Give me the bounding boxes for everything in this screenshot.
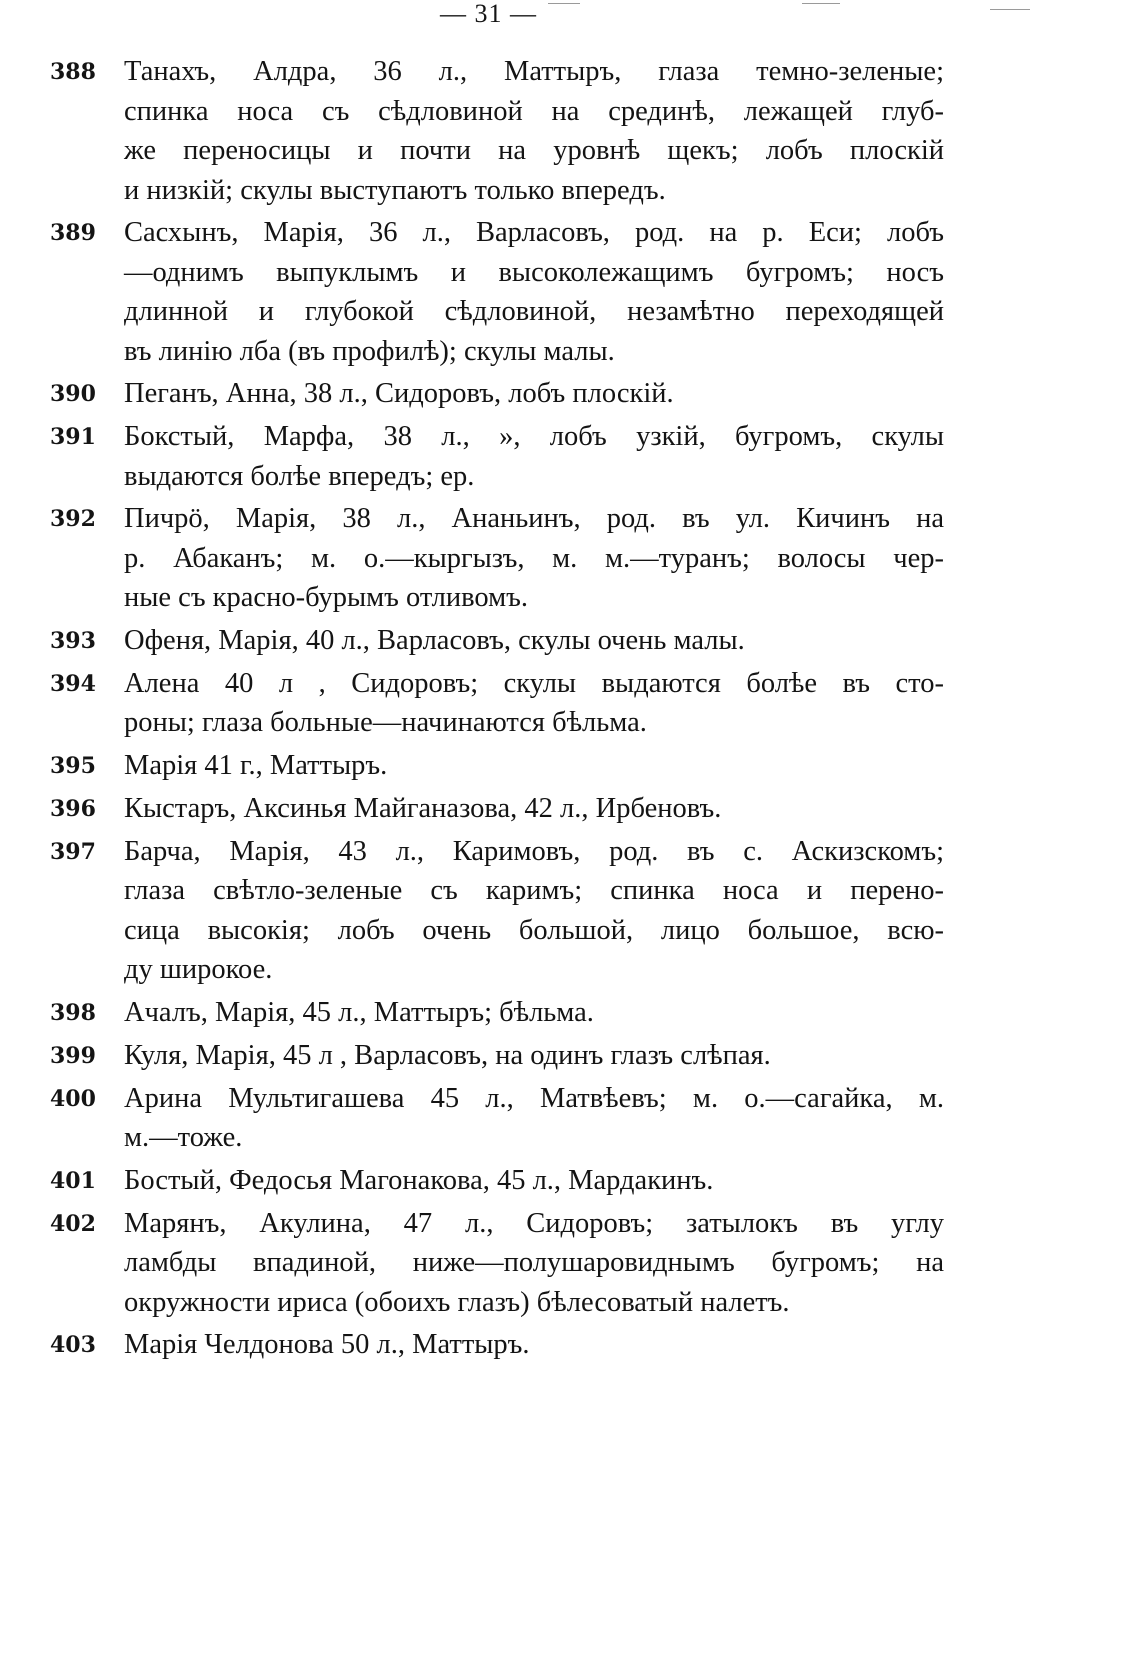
list-item	[44, 374, 954, 414]
entry-line: длинной и глубокой сѣдловиной, незамѣтно переходящей	[124, 296, 944, 327]
entry-number: 400	[50, 1085, 96, 1112]
entry-line: Марянъ, Акулина, 47 л., Сидоровъ; затылокъ въ углу	[124, 1207, 944, 1239]
list-item	[44, 1036, 954, 1076]
list-item	[44, 1161, 954, 1201]
entry-line: Пеганъ, Анна, 38 л., Сидоровъ, лобъ плоскій.	[124, 378, 674, 409]
entry-text	[124, 417, 944, 496]
entry-number: 390	[50, 381, 96, 407]
entry-line: Кыстаръ, Аксинья Майганазова, 42 л., Ирбеновъ.	[124, 792, 722, 824]
entry-line: ду широкое.	[124, 954, 273, 985]
entry-text	[124, 499, 944, 618]
entry-line: Танахъ, Алдра, 36 л., Маттыръ, глаза темно-зеленые;	[124, 56, 944, 87]
entry-text	[124, 993, 944, 1033]
list-item	[44, 1079, 954, 1158]
entry-number: 397	[50, 838, 96, 865]
entry-list	[44, 52, 954, 1368]
page-header	[0, 0, 1140, 30]
entry-line: окружности ириса (обоихъ глазъ) бѣлесоватый налетъ.	[124, 1286, 790, 1318]
entry-line: —однимъ выпуклымъ и высоколежащимъ бугромъ; носъ	[124, 256, 944, 288]
entry-line: ламбды впадиной, ниже—полушаровиднымъ бугромъ; на	[124, 1247, 944, 1278]
entry-line: Марія Челдонова 50 л., Маттыръ.	[124, 1329, 530, 1360]
entry-line: Арина Мультигашева 45 л., Матвѣевъ; м. о.—сагайка, м.	[124, 1082, 944, 1114]
entry-text	[124, 1079, 944, 1158]
header-rule	[548, 3, 580, 4]
entry-text	[124, 621, 944, 661]
entry-line: спинка носа съ сѣдловиной на срединѣ, лежащей глуб-	[124, 95, 944, 127]
header-rule	[802, 3, 840, 4]
entry-line: же переносицы и почти на уровнѣ щекъ; лобъ плоскій	[124, 135, 944, 166]
entry-number: 394	[50, 670, 96, 697]
entry-number: 403	[50, 1332, 96, 1358]
entry-text	[124, 52, 944, 210]
page-number: — 31 —	[440, 0, 537, 28]
entry-line: Сасхынъ, Марія, 36 л., Варласовъ, род. на р. Еси; лобъ	[124, 217, 944, 248]
entry-line: Алена 40 л , Сидоровъ; скулы выдаются болѣе въ сто-	[124, 667, 944, 699]
list-item	[44, 1325, 954, 1365]
list-item	[44, 213, 954, 371]
entry-line: Барча, Марія, 43 л., Каримовъ, род. въ с. Аскизскомъ;	[124, 835, 944, 867]
entry-line: въ линію лба (въ профилѣ); скулы малы.	[124, 335, 615, 367]
entry-line: сица высокія; лобъ очень большой, лицо большое, всю-	[124, 914, 944, 946]
entry-line: Офеня, Марія, 40 л., Варласовъ, скулы очень малы.	[124, 624, 745, 656]
entry-text	[124, 1161, 944, 1201]
entry-line: Бостый, Федосья Магонакова, 45 л., Мардакинъ.	[124, 1164, 714, 1196]
entry-line: Ачалъ, Марія, 45 л., Маттыръ; бѣльма.	[124, 996, 594, 1028]
entry-line: глаза свѣтло-зеленые съ каримъ; спинка носа и перено-	[124, 875, 944, 906]
entry-line: роны; глаза больные—начинаются бѣльма.	[124, 707, 647, 738]
entry-number: 398	[50, 999, 96, 1026]
list-item	[44, 789, 954, 829]
entry-number: 401	[50, 1167, 96, 1194]
entry-line: Куля, Марія, 45 л , Варласовъ, на одинъ глазъ слѣпая.	[124, 1039, 771, 1071]
entry-number: 393	[50, 627, 96, 654]
entry-number: 391	[50, 424, 96, 450]
entry-number: 388	[50, 59, 96, 85]
entry-number: 389	[50, 220, 96, 246]
entry-line: Марія 41 г., Маттыръ.	[124, 749, 388, 781]
entry-text	[124, 664, 944, 743]
entry-text	[124, 832, 944, 990]
entry-text	[124, 1204, 944, 1323]
entry-number: 392	[50, 506, 96, 532]
header-rule	[990, 9, 1030, 10]
list-item	[44, 52, 954, 210]
entry-text	[124, 746, 944, 786]
entry-text	[124, 374, 944, 414]
entry-text	[124, 1036, 944, 1076]
list-item	[44, 664, 954, 743]
entry-number: 396	[50, 795, 96, 822]
list-item	[44, 499, 954, 618]
entry-line: Бокстый, Марфа, 38 л., », лобъ узкій, бугромъ, скулы	[124, 421, 944, 452]
entry-text	[124, 789, 944, 829]
entry-line: м.—тоже.	[124, 1122, 243, 1153]
list-item	[44, 746, 954, 786]
entry-line: Пичрö, Марія, 38 л., Ананьинъ, род. въ ул. Кичинъ на	[124, 503, 944, 534]
entry-line: ные съ красно-бурымъ отливомъ.	[124, 582, 528, 613]
list-item	[44, 832, 954, 990]
list-item	[44, 993, 954, 1033]
entry-line: и низкій; скулы выступаютъ только впередъ.	[124, 174, 666, 206]
entry-text	[124, 213, 944, 371]
entry-number: 399	[50, 1042, 96, 1069]
entry-number: 395	[50, 752, 96, 779]
entry-text	[124, 1325, 944, 1365]
list-item	[44, 621, 954, 661]
list-item	[44, 1204, 954, 1323]
entry-line: выдаются болѣе впередъ; ер.	[124, 460, 475, 492]
entry-line: р. Абаканъ; м. о.—кыргызъ, м. м.—туранъ; волосы чер-	[124, 542, 944, 574]
entry-number: 402	[50, 1210, 96, 1237]
list-item	[44, 417, 954, 496]
